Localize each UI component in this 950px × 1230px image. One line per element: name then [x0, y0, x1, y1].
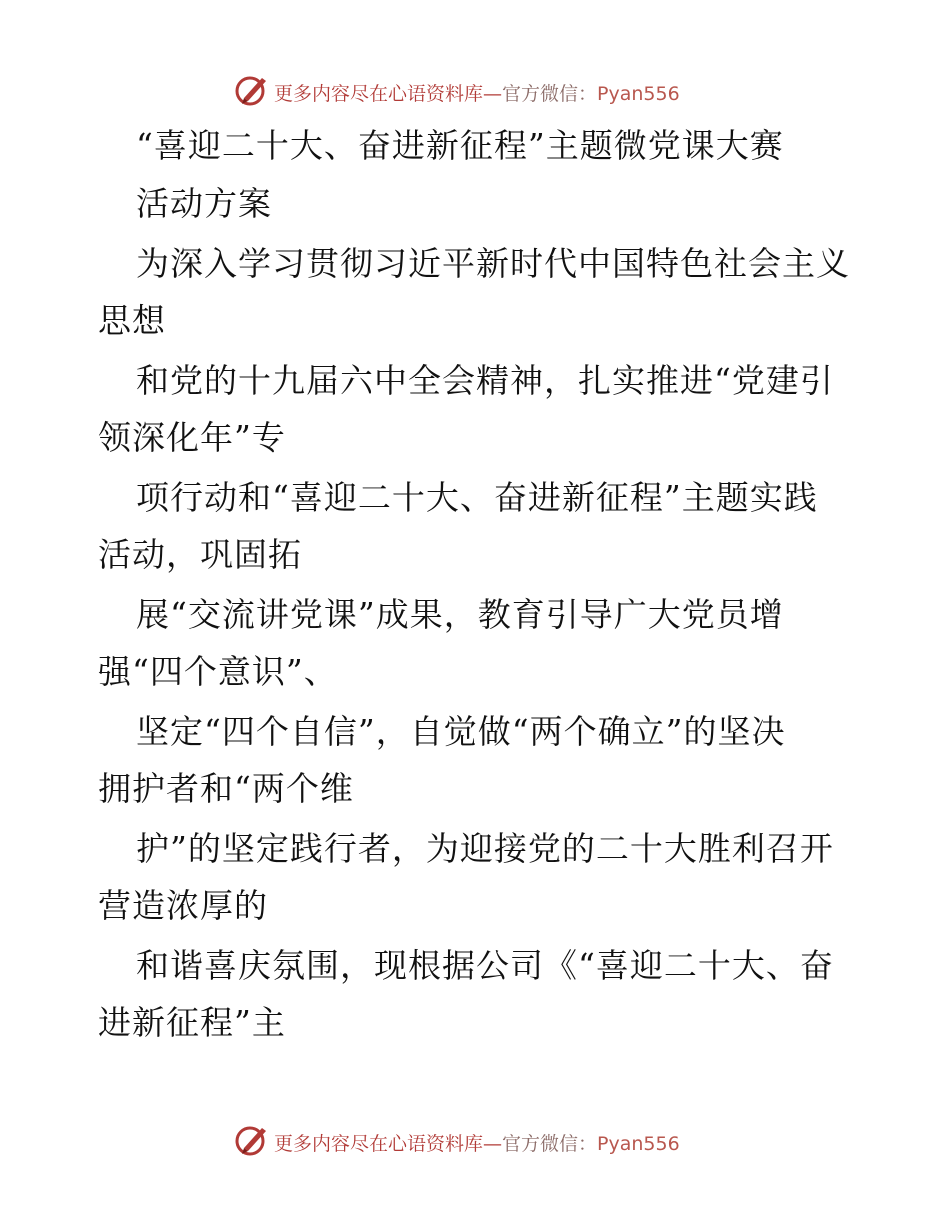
doc-line: 和党的十九届六中全会精神，扎实推进“党建引 — [136, 361, 834, 400]
pen-logo-icon — [234, 72, 270, 108]
watermark-footer — [234, 1122, 734, 1158]
doc-line: 项行动和“喜迎二十大、奋进新征程”主题实践 — [136, 478, 818, 517]
watermark-brand: 更多内容尽在心语资料库 — [274, 1133, 484, 1155]
pen-logo-icon — [234, 1122, 270, 1158]
doc-line: 坚定“四个自信”，自觉做“两个确立”的坚决 — [136, 712, 786, 751]
watermark-brand: 更多内容尽在心语资料库 — [274, 83, 484, 105]
watermark-wechat-label: 官方微信： — [502, 83, 598, 105]
doc-line: 护”的坚定践行者，为迎接党的二十大胜利召开 — [136, 829, 834, 868]
doc-title: “喜迎二十大、奋进新征程”主题微党课大赛 — [136, 126, 784, 165]
watermark-wechat-label: 官方微信： — [502, 1133, 598, 1155]
watermark-text — [274, 1129, 680, 1156]
doc-line: 活动，巩固拓 — [98, 535, 302, 574]
doc-line: 为深入学习贯彻习近平新时代中国特色社会主义 — [136, 244, 850, 283]
watermark-wechat-id: Pyan556 — [597, 1133, 680, 1155]
doc-subtitle: 活动方案 — [136, 184, 272, 223]
doc-line: 进新征程”主 — [98, 1003, 286, 1042]
doc-line: 展“交流讲党课”成果，教育引导广大党员增 — [136, 595, 784, 634]
doc-line: 和谐喜庆氛围，现根据公司《“喜迎二十大、奋 — [136, 946, 834, 985]
doc-line: 思想 — [98, 301, 166, 340]
watermark-dash: — — [483, 83, 503, 105]
watermark-text — [274, 79, 680, 106]
watermark-dash: — — [483, 1133, 503, 1155]
watermark-header — [234, 72, 734, 108]
watermark-wechat-id: Pyan556 — [597, 83, 680, 105]
doc-line: 强“四个意识”、 — [98, 652, 338, 691]
doc-line: 领深化年”专 — [98, 418, 286, 457]
doc-line: 拥护者和“两个维 — [98, 769, 354, 808]
doc-line: 营造浓厚的 — [98, 886, 268, 925]
